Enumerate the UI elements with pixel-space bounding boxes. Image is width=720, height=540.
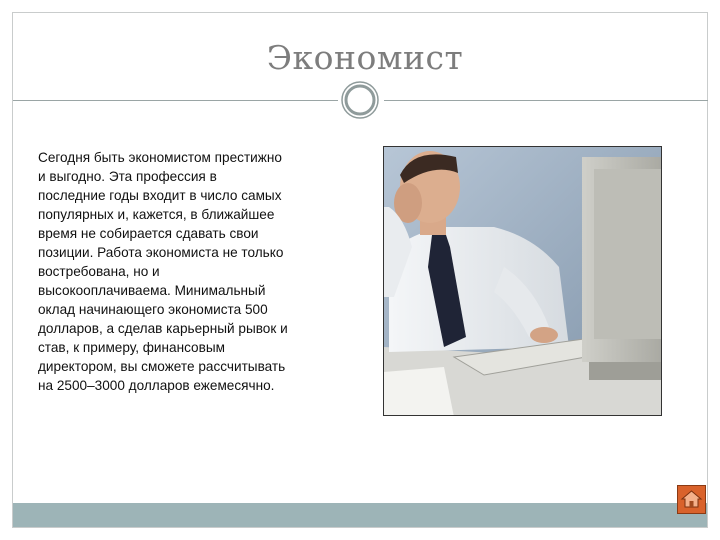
economist-photo-illustration bbox=[384, 147, 662, 416]
title-divider-left bbox=[13, 100, 338, 101]
footer-bar bbox=[13, 503, 707, 527]
title-divider-right bbox=[384, 100, 708, 101]
slide-body-text: Сегодня быть экономистом престижно и выгодно. Эта профессия в последние годы входит в число самых популярных и, кажется, в ближайшее время не собирается сдавать свои позиции. Работа экономиста не только востребована, но и высокооплачиваема. Минимальный оклад начинающего экономиста 500 долларов, а сделав карьерный рывок и став, к примеру, финансовым директором, вы сможете рассчитывать на 2500–3000 долларов ежемесячно. bbox=[38, 150, 288, 393]
economist-photo bbox=[383, 146, 662, 416]
home-button[interactable] bbox=[677, 485, 706, 514]
slide-title: Экономист bbox=[266, 38, 464, 77]
circle-ring-icon bbox=[340, 80, 380, 120]
home-icon bbox=[678, 486, 705, 513]
